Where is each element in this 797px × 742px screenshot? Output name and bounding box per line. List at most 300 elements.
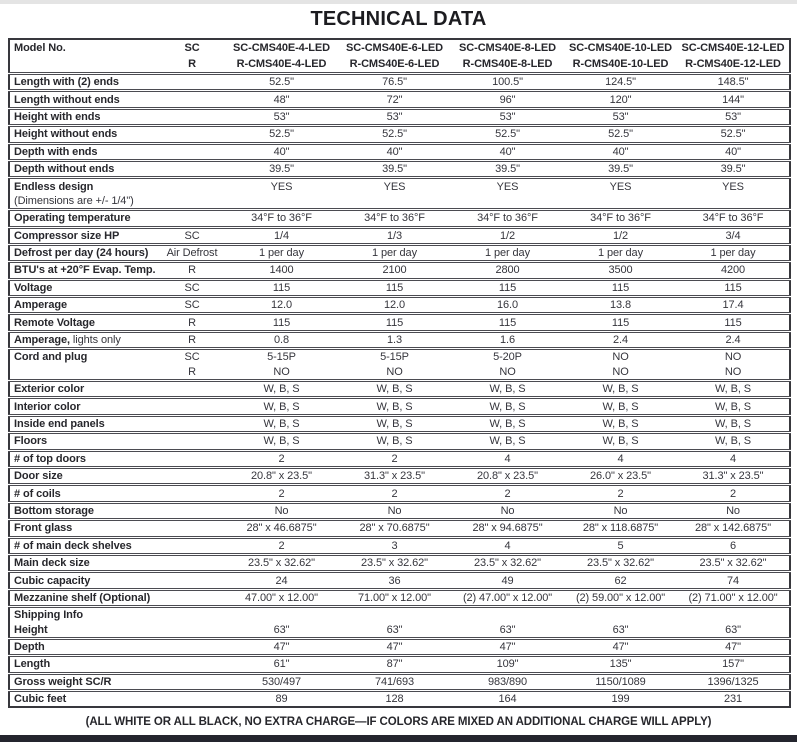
spec-label: Voltage [9,279,159,296]
model-no-label [9,56,159,74]
spec-value: W, B, S [677,381,790,398]
spec-label: Compressor size HP [9,227,159,244]
spec-row [9,194,790,210]
spec-value: 52.5" [451,126,564,143]
spec-value: 2 [451,485,564,502]
spec-value [564,607,677,623]
spec-sub-label [159,537,225,554]
model-type-label: SC [184,42,200,54]
spec-value: 34°F to 36°F [451,210,564,227]
spec-value: 20.8" x 23.5" [225,467,338,484]
spec-value: 52.5" [225,126,338,143]
spec-value: 74 [677,572,790,589]
spec-value: 23.5" x 32.62" [564,554,677,571]
spec-sub-label [159,160,225,177]
spec-value: 76.5" [338,74,451,91]
spec-value: 62 [564,572,677,589]
spec-value: (2) 47.00" x 12.00" [451,589,564,606]
spec-sub-label [159,143,225,160]
spec-label: Exterior color [9,381,159,398]
spec-sub-label [159,91,225,108]
spec-value: YES [338,178,451,194]
spec-label: Remote Voltage [9,314,159,331]
spec-value: 61" [225,656,338,673]
spec-sub-label [159,210,225,227]
spec-sub-label: R [188,365,196,378]
spec-value: 115 [677,279,790,296]
spec-value: 741/693 [338,673,451,690]
spec-value: W, B, S [564,415,677,432]
spec-label: Length [9,656,159,673]
spec-value: NO [677,349,790,365]
spec-value: W, B, S [564,398,677,415]
spec-value: 63" [499,623,516,636]
model-no-label: Model No. [14,42,66,54]
spec-value: 4 [451,537,564,554]
spec-value: 28" x 118.6875" [564,520,677,537]
spec-value: 5-20P [451,349,564,365]
spec-label: # of top doors [9,450,159,467]
spec-label [9,365,159,381]
spec-value: 20.8" x 23.5" [451,467,564,484]
spec-value: NO [612,365,629,378]
spec-sub-label [159,572,225,589]
spec-label: Cord and plug [9,349,159,365]
spec-row [9,365,790,381]
spec-value: 1.3 [338,331,451,348]
spec-value: 31.3" x 23.5" [677,467,790,484]
spec-value: 53" [564,108,677,125]
spec-value: 148.5" [677,74,790,91]
spec-value: YES [677,178,790,194]
spec-value: 39.5" [564,160,677,177]
spec-label: Height without ends [9,126,159,143]
spec-sub-label [159,433,225,450]
spec-value: 109" [451,656,564,673]
spec-value: W, B, S [225,415,338,432]
spec-label: Cubic capacity [9,572,159,589]
spec-sub-label [159,194,225,210]
spec-value: 47" [677,638,790,655]
spec-value: 28" x 142.6875" [677,520,790,537]
spec-label: Bottom storage [9,502,159,519]
spec-value: 34°F to 36°F [677,210,790,227]
technical-data-table [8,38,791,708]
spec-row [9,450,790,467]
spec-value: 2 [225,485,338,502]
spec-row [9,108,790,125]
spec-value: 2 [677,485,790,502]
spec-row [9,91,790,108]
model-name: R-CMS40E-4-LED [236,58,327,70]
spec-value: 52.5" [564,126,677,143]
spec-value: 47" [338,638,451,655]
spec-value: 2 [338,450,451,467]
spec-value: 1400 [225,262,338,279]
spec-sub-label [159,450,225,467]
spec-sub-label [159,415,225,432]
spec-row [9,589,790,606]
model-name: SC-CMS40E-8-LED [459,42,556,54]
color-charge-note: (ALL WHITE OR ALL BLACK, NO EXTRA CHARGE—IF COLORS ARE MIXED AN ADDITIONAL CHARGE WILL APPLY) [85,716,712,728]
spec-value: 26.0" x 23.5" [564,467,677,484]
spec-value: (2) 71.00" x 12.00" [677,589,790,606]
spec-row [9,638,790,655]
spec-value: 2 [564,485,677,502]
spec-label: Front glass [9,520,159,537]
spec-value: 52.5" [338,126,451,143]
spec-row [9,381,790,398]
spec-value: (2) 59.00" x 12.00" [564,589,677,606]
spec-label: Depth without ends [9,160,159,177]
spec-value: 1.6 [451,331,564,348]
spec-value: NO [273,365,290,378]
spec-row [9,572,790,589]
spec-sub-label: Air Defrost [159,244,225,261]
spec-row [9,673,790,690]
spec-value: 115 [564,279,677,296]
spec-value: 2.4 [677,331,790,348]
spec-label: Amperage [9,297,159,314]
spec-row [9,279,790,296]
spec-row [9,691,790,708]
spec-value: 144" [677,91,790,108]
spec-value: 53" [225,108,338,125]
model-type-label: R [188,58,196,70]
spec-sub-label [159,381,225,398]
spec-value: 13.8 [564,297,677,314]
spec-value: 0.8 [225,331,338,348]
spec-value: 1 per day [338,244,451,261]
spec-value: 89 [225,691,338,708]
spec-label: Depth [9,638,159,655]
model-name: R-CMS40E-12-LED [685,58,781,70]
spec-sub-label [159,108,225,125]
model-name: R-CMS40E-8-LED [462,58,553,70]
spec-value [451,607,564,623]
spec-sub-label [159,623,225,639]
spec-value: W, B, S [677,433,790,450]
spec-value: 2800 [451,262,564,279]
spec-row [9,415,790,432]
spec-value: 87" [338,656,451,673]
spec-value: W, B, S [564,381,677,398]
spec-value: 53" [451,108,564,125]
spec-value: 115 [225,279,338,296]
spec-value: 34°F to 36°F [564,210,677,227]
spec-row [9,331,790,348]
spec-label: Amperage, lights only [9,331,159,348]
spec-rows [9,74,790,708]
spec-value: 48" [225,91,338,108]
spec-value: 124.5" [564,74,677,91]
spec-value: 3500 [564,262,677,279]
spec-value: 120" [564,91,677,108]
spec-value: YES [451,178,564,194]
spec-value: W, B, S [338,433,451,450]
spec-value: 16.0 [451,297,564,314]
spec-value: 23.5" x 32.62" [225,554,338,571]
spec-value: 115 [451,314,564,331]
spec-value [677,607,790,623]
spec-sub-label [159,502,225,519]
spec-value: 1 per day [677,244,790,261]
spec-value: W, B, S [338,381,451,398]
spec-label: Endless design [9,178,159,194]
spec-value: 52.5" [225,74,338,91]
spec-value: 1 per day [225,244,338,261]
spec-row [9,262,790,279]
spec-value: 1/2 [564,227,677,244]
spec-label: Depth with ends [9,143,159,160]
spec-value [338,607,451,623]
spec-value: 6 [677,537,790,554]
spec-value: 2 [225,450,338,467]
spec-row [9,554,790,571]
spec-row [9,244,790,261]
spec-value [564,194,677,210]
spec-value: NO [564,349,677,365]
page-top-edge [0,0,797,4]
spec-value: 47" [225,638,338,655]
spec-label: Main deck size [9,554,159,571]
spec-value: 39.5" [677,160,790,177]
spec-value: 52.5" [677,126,790,143]
spec-label: Door size [9,467,159,484]
spec-sub-label: R [159,262,225,279]
spec-value: 34°F to 36°F [338,210,451,227]
spec-sub-label: R [159,331,225,348]
spec-value: 4 [451,450,564,467]
spec-label: (Dimensions are +/- 1/4") [14,194,134,207]
spec-value: 23.5" x 32.62" [451,554,564,571]
spec-label: Shipping Info [9,607,159,623]
spec-value: W, B, S [677,415,790,432]
spec-value: 983/890 [451,673,564,690]
model-name: SC-CMS40E-12-LED [681,42,785,54]
model-name: R-CMS40E-10-LED [572,58,669,70]
spec-label: Length without ends [9,91,159,108]
spec-row [9,656,790,673]
spec-value: 115 [338,314,451,331]
spec-label: # of main deck shelves [9,537,159,554]
spec-row [9,314,790,331]
spec-sub-label [159,673,225,690]
spec-label: Gross weight SC/R [9,673,159,690]
spec-label: BTU's at +20°F Evap. Temp. [9,262,159,279]
spec-sub-label [159,74,225,91]
spec-value: No [677,502,790,519]
spec-value: 39.5" [338,160,451,177]
spec-value [677,194,790,210]
spec-value: 40" [451,143,564,160]
spec-row [9,349,790,365]
spec-value: 63" [612,623,629,636]
spec-row [9,433,790,450]
spec-value: 28" x 94.6875" [451,520,564,537]
model-name: SC-CMS40E-6-LED [346,42,443,54]
spec-sub-label [159,467,225,484]
spec-value: No [338,502,451,519]
spec-value: 47.00" x 12.00" [225,589,338,606]
spec-value: 23.5" x 32.62" [677,554,790,571]
spec-value: 17.4 [677,297,790,314]
spec-value: NO [724,365,742,378]
spec-sub-label [159,178,225,194]
model-name: SC-CMS40E-4-LED [233,42,330,54]
spec-row [9,520,790,537]
spec-value: 47" [451,638,564,655]
model-name: SC-CMS40E-10-LED [569,42,672,54]
spec-row [9,126,790,143]
spec-sub-label [159,656,225,673]
spec-label: Height with ends [9,108,159,125]
spec-value: 34°F to 36°F [225,210,338,227]
spec-value: 115 [338,279,451,296]
spec-row [9,607,790,623]
spec-label: Inside end panels [9,415,159,432]
spec-sub-label: SC [159,227,225,244]
spec-value: 40" [677,143,790,160]
spec-value: 47" [564,638,677,655]
page-bottom-bar [0,735,797,742]
spec-value: 5-15P [225,349,338,365]
spec-value: 28" x 46.6875" [225,520,338,537]
spec-value: 63" [386,623,403,636]
spec-label: Length with (2) ends [9,74,159,91]
spec-value [225,194,338,210]
spec-label: Operating temperature [9,210,159,227]
spec-sub-label: R [159,314,225,331]
spec-row [9,227,790,244]
spec-sub-label [159,691,225,708]
spec-value: W, B, S [451,381,564,398]
spec-value: 4200 [677,262,790,279]
spec-value: 128 [338,691,451,708]
spec-row [9,623,790,639]
spec-value: 24 [225,572,338,589]
spec-value: W, B, S [225,433,338,450]
spec-value: NO [499,365,516,378]
spec-value: 96" [451,91,564,108]
spec-value: 40" [564,143,677,160]
spec-value: W, B, S [564,433,677,450]
spec-sub-label [159,607,225,623]
spec-value: 23.5" x 32.62" [338,554,451,571]
spec-value: 1/3 [338,227,451,244]
spec-sub-label: SC [159,279,225,296]
spec-value: 5 [564,537,677,554]
spec-value: 63" [273,623,290,636]
spec-value: 115 [225,314,338,331]
spec-row [9,74,790,91]
spec-row [9,467,790,484]
spec-sub-label [159,554,225,571]
model-header [9,39,790,74]
spec-value: 5-15P [338,349,451,365]
spec-sub-label [159,398,225,415]
spec-value: W, B, S [225,381,338,398]
spec-row [9,485,790,502]
spec-value: 2 [225,537,338,554]
spec-value: 231 [677,691,790,708]
spec-value: 40" [338,143,451,160]
spec-value: 530/497 [225,673,338,690]
spec-value: 3/4 [677,227,790,244]
spec-row [9,537,790,554]
spec-label: Floors [9,433,159,450]
spec-value: 199 [564,691,677,708]
spec-value: No [225,502,338,519]
spec-label: Cubic feet [9,691,159,708]
spec-value: 135" [564,656,677,673]
spec-sub-label [159,589,225,606]
spec-sub-label [159,485,225,502]
spec-value: W, B, S [338,398,451,415]
spec-sub-label: SC [159,297,225,314]
spec-value: 1/2 [451,227,564,244]
spec-value: 28" x 70.6875" [338,520,451,537]
spec-value: 53" [338,108,451,125]
spec-label: # of coils [9,485,159,502]
spec-label: Height [14,623,48,636]
spec-sub-label [159,520,225,537]
spec-value: 71.00" x 12.00" [338,589,451,606]
spec-value: 2.4 [564,331,677,348]
spec-value: 31.3" x 23.5" [338,467,451,484]
spec-row [9,297,790,314]
spec-value: 1 per day [451,244,564,261]
spec-row [9,160,790,177]
spec-value: 39.5" [225,160,338,177]
spec-row [9,178,790,194]
spec-value: No [564,502,677,519]
spec-value: 63" [725,623,741,636]
model-name: R-CMS40E-6-LED [349,58,440,70]
spec-sub-label [159,638,225,655]
spec-value [338,194,451,210]
spec-value [451,194,564,210]
spec-value: 40" [225,143,338,160]
spec-sub-label [159,126,225,143]
spec-value: W, B, S [451,398,564,415]
spec-value: 3 [338,537,451,554]
spec-value: 1/4 [225,227,338,244]
spec-value: W, B, S [225,398,338,415]
spec-row [9,210,790,227]
spec-value: 1150/1089 [564,673,677,690]
spec-value: 4 [677,450,790,467]
spec-value: 157" [677,656,790,673]
spec-value: 164 [451,691,564,708]
spec-value: 115 [451,279,564,296]
spec-label: Mezzanine shelf (Optional) [9,589,159,606]
spec-value: W, B, S [451,415,564,432]
spec-value: 4 [564,450,677,467]
spec-value: No [451,502,564,519]
spec-value [225,607,338,623]
spec-row [9,502,790,519]
spec-value: 115 [564,314,677,331]
model-header-row [9,56,790,74]
spec-value: 72" [338,91,451,108]
spec-value: 36 [338,572,451,589]
spec-label: Interior color [9,398,159,415]
spec-value: 12.0 [225,297,338,314]
spec-sub-label: SC [159,349,225,365]
spec-value: 1 per day [564,244,677,261]
page-title: TECHNICAL DATA [310,8,487,30]
